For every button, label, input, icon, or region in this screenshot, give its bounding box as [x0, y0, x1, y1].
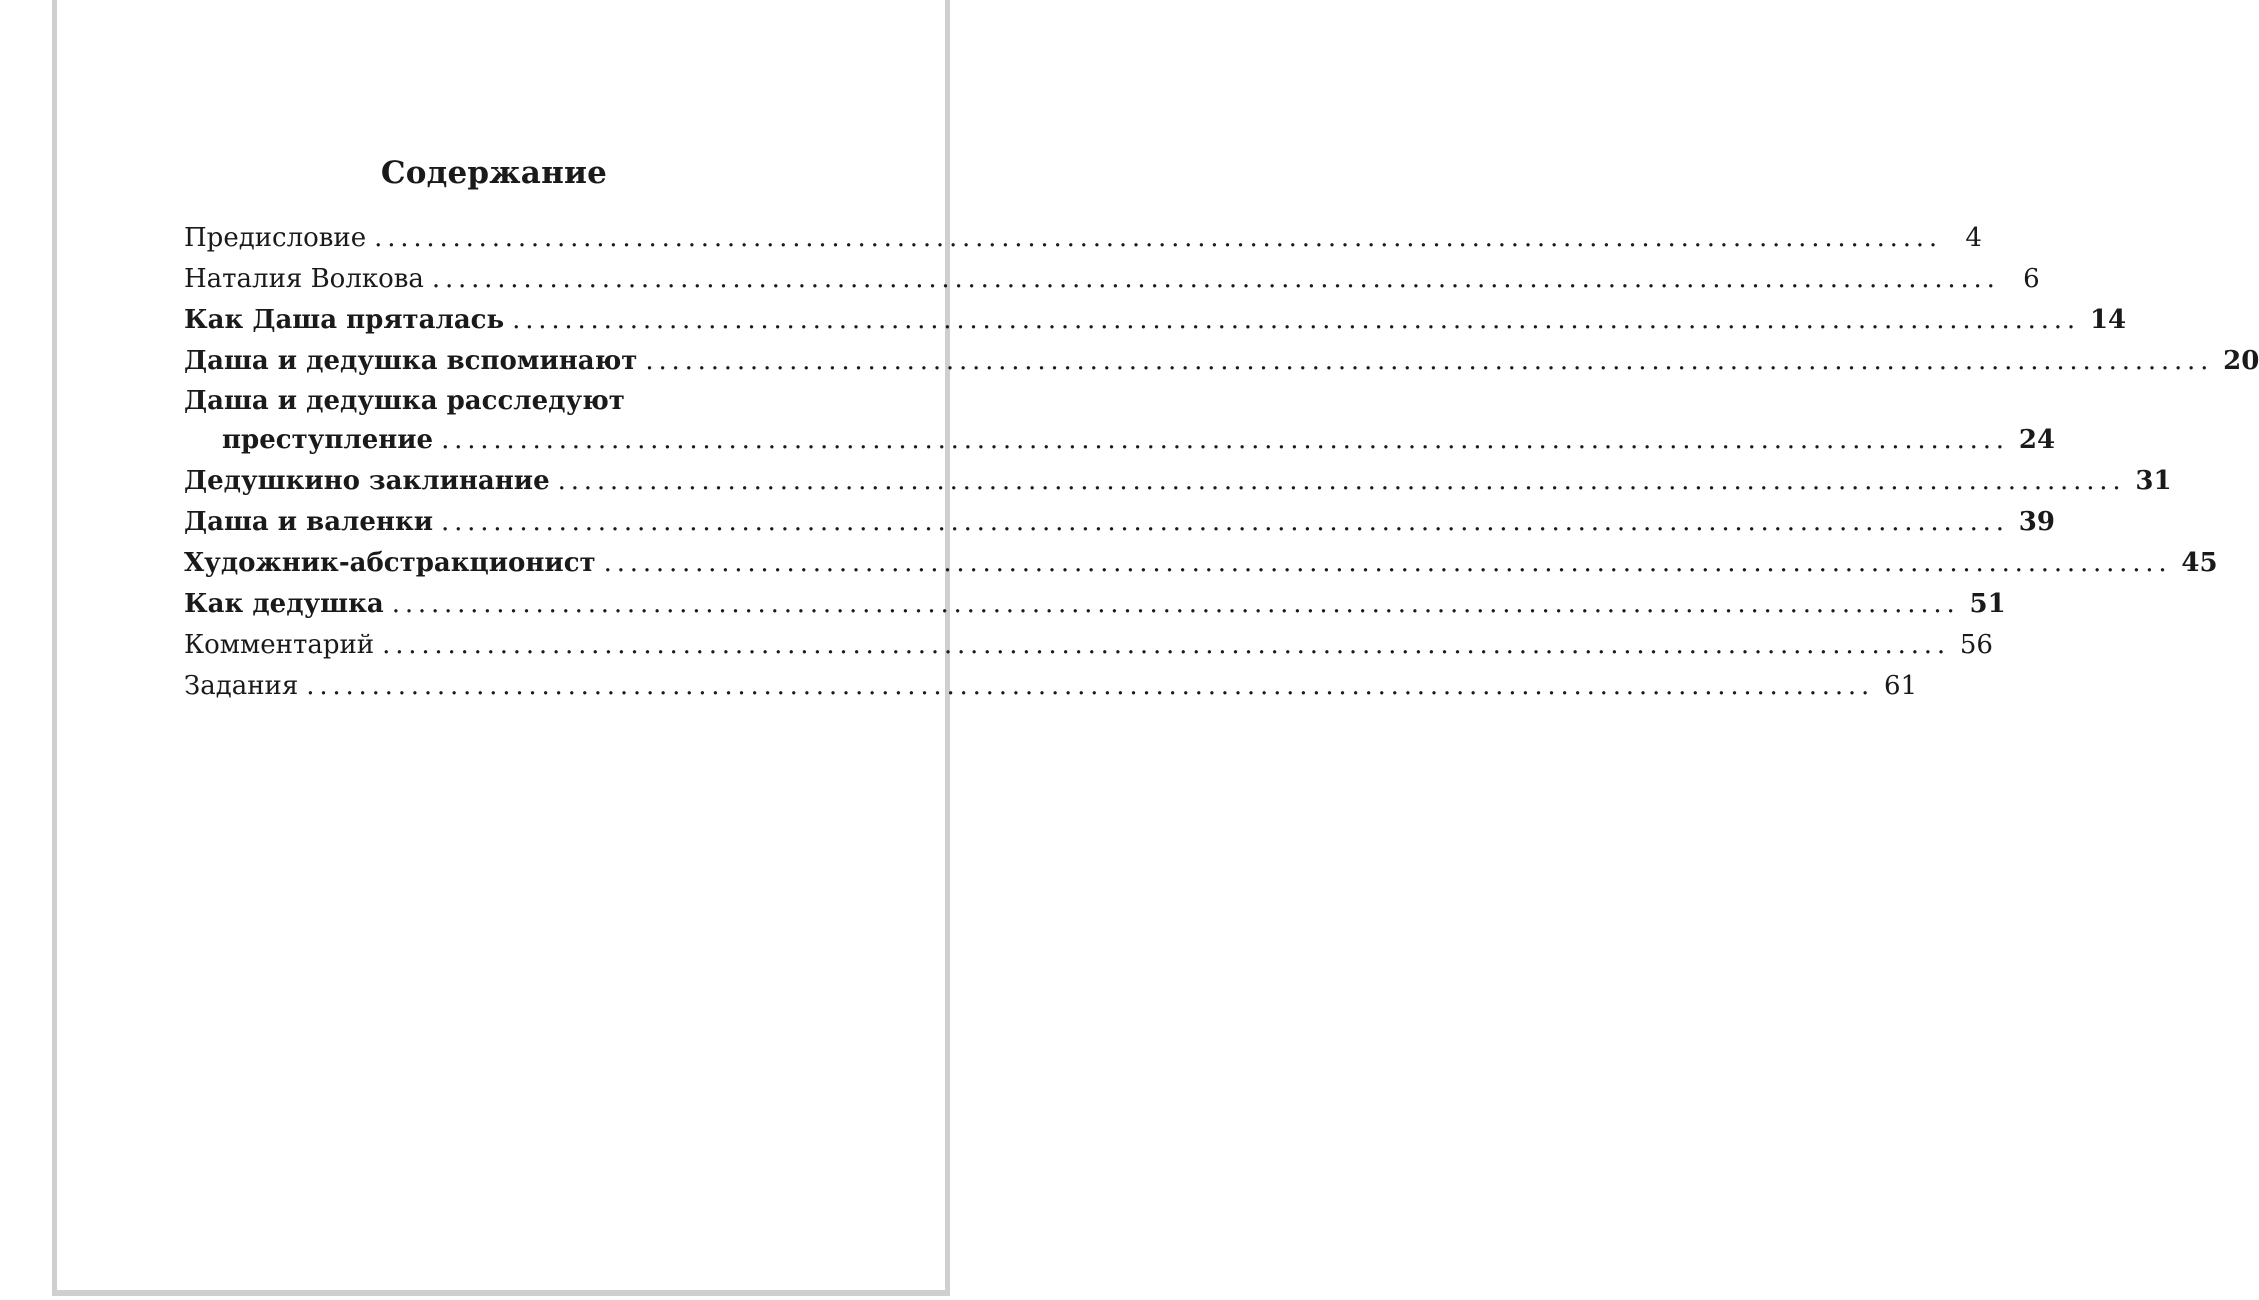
toc-entry-label: Дедушкино заклинание	[184, 466, 550, 496]
toc-entry-chapter-4[interactable]	[184, 461, 2172, 502]
toc-entry-page: 61	[1884, 671, 1918, 701]
dot-leader: ........................................................................................................................	[431, 264, 2000, 294]
toc-entry-chapter-6[interactable]	[184, 543, 2218, 584]
toc-entry-chapter-2[interactable]	[184, 341, 2259, 382]
toc-entry-page: 4	[1965, 223, 1982, 253]
toc-entry-label: Даша и дедушка расследуют	[184, 386, 625, 416]
toc-entry-label: Комментарий	[184, 630, 375, 660]
dot-leader: ........................................................................................................................	[557, 466, 2126, 496]
toc-entry-label: Даша и валенки	[184, 507, 434, 537]
toc-entry-label: Художник-абстракционист	[184, 548, 596, 578]
dot-leader: ........................................................................................................................	[512, 305, 2080, 335]
dot-leader: ........................................................................................................................	[382, 630, 1950, 660]
toc-entry-label-continuation: преступление	[222, 425, 434, 455]
toc-entry-label: Как дедушка	[184, 589, 384, 619]
toc-entry-page: 51	[1969, 589, 2006, 619]
toc-entry-chapter-7[interactable]	[184, 584, 2006, 625]
toc-entry-commentary[interactable]	[184, 625, 1993, 666]
toc-entry-page: 31	[2135, 466, 2172, 496]
toc-entry-page: 56	[1959, 630, 1993, 660]
toc-entry-chapter-3[interactable]	[184, 382, 2056, 461]
toc-entry-page: 39	[2018, 507, 2055, 537]
toc-entry-label: Предисловие	[184, 223, 367, 253]
toc-entry-page: 45	[2181, 548, 2218, 578]
toc-entry-page: 6	[2023, 264, 2040, 294]
toc-entry-chapter-1[interactable]	[184, 300, 2127, 341]
toc-title: Содержание	[380, 155, 608, 191]
dot-leader: ........................................................................................................................	[306, 671, 1875, 701]
dot-leader: ........................................................................................................................	[374, 223, 1942, 253]
dot-leader: ........................................................................................................................	[441, 425, 2009, 455]
toc-entry-label: Даша и дедушка вспоминают	[184, 346, 638, 376]
dot-leader: ........................................................................................................................	[391, 589, 1960, 619]
toc-entry-page: 20	[2223, 346, 2259, 376]
toc-entry-page: 14	[2089, 305, 2127, 335]
table-of-contents	[184, 218, 2259, 707]
toc-entry-author[interactable]	[184, 259, 2040, 300]
toc-entry-exercises[interactable]	[184, 666, 1918, 707]
toc-entry-chapter-5[interactable]	[184, 502, 2055, 543]
toc-entry-page: 24	[2018, 425, 2056, 455]
dot-leader: ........................................................................................................................	[603, 548, 2172, 578]
dot-leader: ........................................................................................................................	[645, 346, 2214, 376]
toc-entry-label: Как Даша пряталась	[184, 305, 505, 335]
toc-entry-label: Наталия Волкова	[184, 264, 424, 294]
dot-leader: ........................................................................................................................	[441, 507, 2009, 537]
toc-entry-label: Задания	[184, 671, 299, 701]
toc-entry-preface[interactable]	[184, 218, 1982, 259]
